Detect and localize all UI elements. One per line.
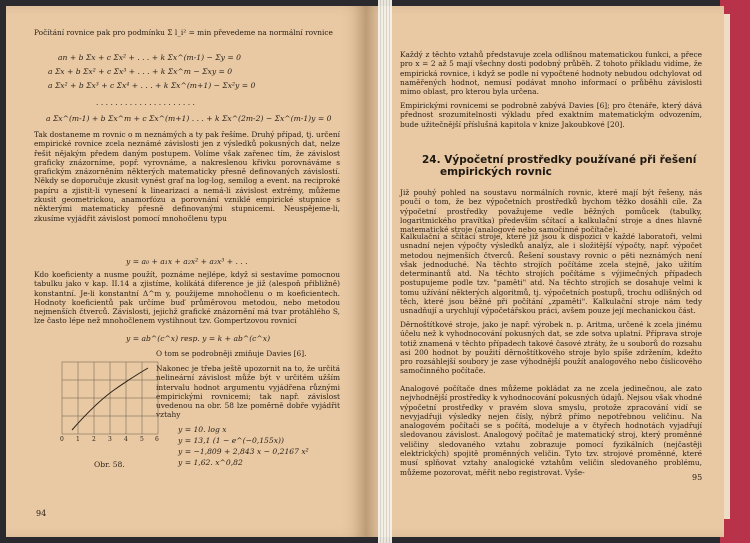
fit-equation-3: y = −1,809 + 2,843 x − 0,2167 x² <box>178 447 309 456</box>
section-heading-line-1: 24. Výpočetní prostředky používané při řešení <box>422 154 697 166</box>
normal-equation-1: an + b Σx + c Σx² + . . . + k Σx^(m-1) − Σy = 0 <box>58 53 241 62</box>
x-tick-4: 4 <box>124 436 128 442</box>
x-tick-1: 1 <box>76 436 80 442</box>
intro-text: Počítání rovnice pak pro podmínku Σ l_i² = min převedeme na normální rovnice <box>34 28 333 37</box>
x-tick-5: 5 <box>140 436 144 442</box>
normal-equations-ellipsis: . . . . . . . . . . . . . . . . . . . . . <box>96 98 195 107</box>
fit-equation-1: y = 10. log x <box>178 425 227 434</box>
right-paragraph-2: Již pouhý pohled na soustavu normálních rovnic, které mají být řešeny, nás poučí o tom, že bez výpočetních prostředků bychom těžko dosáhli cíle. Za výpočetní prostředky považujeme vedle běžných pomůcek (tabulky, logaritmického pravítka) především sčítací a kalkulační stroje a dnes hlavně matematické stroje (analogové nebo samočinné počítače). <box>400 188 702 235</box>
right-paragraph-5: Analogové počítače dnes můžeme pokládat za ne zcela jedinečnou, ale zato nejvhodnější prostředky k vyhodnocování pokusných údajů. Nejsou však vhodné výpočetní prostředky v pravém slova smyslu, protože zpracování vidí se nevyjadřuji výsledky nejen čísly, nýbrž přímo nepotřebnou veličinu. Na analogovém počítači se s počítá, modeluje a v čtyřech hodnotách vyjadřují sledovanou závislost. Analogový počítač je matematický stroj, který proměnné veličiny sledovaného vztahu zobrazuje pomocí fyzikálních (nejčastěji elektrických) spojitě proměnných veličin. Tyto tzv. strojové proměnné, které musí splňovat vztahy analogické vztahům veličin sledovaného problému, můžeme pozorovat, měřit nebo registrovat. Vyše- <box>400 384 702 477</box>
normal-equation-3: a Σx² + b Σx³ + c Σx⁴ + . . . + k Σx^(m+1) − Σx²y = 0 <box>48 81 256 90</box>
paragraph-3: O tom se podrobněji zmiňuje Davies [6]. <box>156 349 307 358</box>
right-paragraph-4: Děrnoštítkové stroje, jako je např. výrobek n. p. Aritma, určené k zcela jinému účelu než k vyhodnocování pokusných dat, se zde sotva uplatní. Příprava stroje totiž znamená v těchto případech takové časové ztráty, že u souborů do rozsahu asi 200 hodnot by použití děrnoštítkového stroje bylo spíše zdržením, kdežto pro rozsáhlejší soubory je zase výhodnější použít analogového nebo číslicového samočinného počítače. <box>400 320 702 376</box>
fit-equation-2: y = 13,1 (1 − e^(−0,155x)) <box>178 436 284 445</box>
section-heading-line-2: empirických rovnic <box>440 166 552 178</box>
x-tick-6: 6 <box>155 436 159 442</box>
page-number-right: 95 <box>692 473 703 482</box>
x-tick-0: 0 <box>60 436 64 442</box>
normal-equation-m: a Σx^(m-1) + b Σx^m + c Σx^(m+1) . . . + k Σx^(2m-2) − Σx^(m-1)y = 0 <box>46 114 332 123</box>
left-page <box>6 6 366 537</box>
figure-caption: Obr. 58. <box>94 460 125 469</box>
fit-equation-4: y = 1,62. x^0,82 <box>178 458 243 467</box>
x-tick-3: 3 <box>108 436 112 442</box>
right-paragraph-0: Každý z těchto vztahů představuje zcela odlišnou matematickou funkci, a přece pro x = 2 až 5 mají všechny dosti podobný průběh. Z tohoto příkladu vidíme, že empirická rovnice, i když se podle ní vypočtené hodnoty nebudou odchylovat od naměřených hodnot, nemusí podávat mnoho informací o průběhu závislosti mimo oblast, pro kterou byla určena. <box>400 50 702 97</box>
page-number-left: 94 <box>36 509 47 518</box>
polynomial-equation: y = a₀ + a₁x + a₂x² + a₃x³ + . . . <box>126 257 248 266</box>
bookmark-ribbon <box>378 0 392 543</box>
figure-58-plot <box>58 360 162 442</box>
figure-grid <box>62 362 158 434</box>
section-heading <box>422 154 702 178</box>
paragraph-1: Tak dostaneme m rovnic o m neznámých a ty pak řešíme. Druhý případ, tj. určení empirické rovnice zcela neznámé závislosti jen z výsledků pokusných dat, nelze řešit nějakým předem daným postupem. Volíme však zařenec tím, že závislost graficky znázorníme, popř. vyrovnáme, a nakreslenou křivku porovnáváme s grafickým znázorněním některých matematicky přesně definovaných závislostí. Někdy se doporučuje zkusit vynést graf na log-log, semilog a event. na reciproké papíru a zjistit-li vynesení k linearizaci a nemá-li závislost extrémy, můžeme zkusit geometrickou, anamorfózu a porovnání vzniklé empirické stupnice s některými matematicky přesně definovanými stupnicemi. Neuspějeme-li, zkusíme vyjádřit závislost pomocí mnohočlenu typu <box>34 130 340 223</box>
paragraph-4: Nakonec je třeba ještě upozornit na to, že určitá nelineární závislost může být v určitém užším intervalu hodnot argumentu vyjádřena různými empirickými rovnicemi; tak např. závislost uvedenou na obr. 58 lze poměrně dobře vyjádřit vztahy <box>156 364 340 420</box>
right-paragraph-1: Empirickými rovnicemi se podrobně zabývá Davies [6]; pro čtenáře, který dává přednost srozumitelnosti výkladu před exaktním matematickým odvozením, bude užitečnější příslušná kapitola v knize Jakoubkové [20]. <box>400 101 702 129</box>
right-page <box>366 6 724 537</box>
x-tick-2: 2 <box>92 436 96 442</box>
right-paragraph-3: Kalkulační a sčítací stroje, které již jsou k dispozici v každé laboratoři, velmi usnadní nejen výpočty výsledků analýz, ale i složitější výpočty, např. výpočet metodou nejmenších čtverců. Řešení soustavy rovnic o pěti neznámých není však jednoduché. Na těchto strojích počítáme zcela stejně, jako užitím determinantů atd. Na těchto strojích počítáme s výjimečných případech postupujeme podle tzv. "paměti" atd. Na těchto strojích se dosahuje velmi k tomu užívání některých algoritmů, tj. výpočetních postupů, trochu odlišných od těch, které jsou běžné při počítání „zpaměti". Kalkulační stroje nám tedy usnadňují a urychlují výpočetářskou práci, avšem pouze její mechanickou část. <box>400 232 702 316</box>
paragraph-2: Kdo koeficienty a nusme použít, poznáme nejlépe, když si sestavíme pomocnou tabulku jako v kap. II.14 a zjistíme, kolikátá diference je již (alespoň přibližně) konstantní. Je-li konstantní Δ^m y, použijeme mnohočlenu o m koeficientech. Hodnoty koeficientů pak určíme buď průměrovou metodou, nebo metodou nejmenších čtverců. Závislosti, jejichž grafické znázornění má tvar protáhlého S, lze často lépe než mnohočlenem vystihnout tzv. Gompertzovou rovnicí <box>34 270 340 326</box>
normal-equation-2: a Σx + b Σx² + c Σx³ + . . . + k Σx^m − Σxy = 0 <box>48 67 233 76</box>
gompertz-equation: y = ab^(c^x) resp. y = k + ab^(c^x) <box>126 334 271 343</box>
page-block-edge <box>724 14 730 519</box>
